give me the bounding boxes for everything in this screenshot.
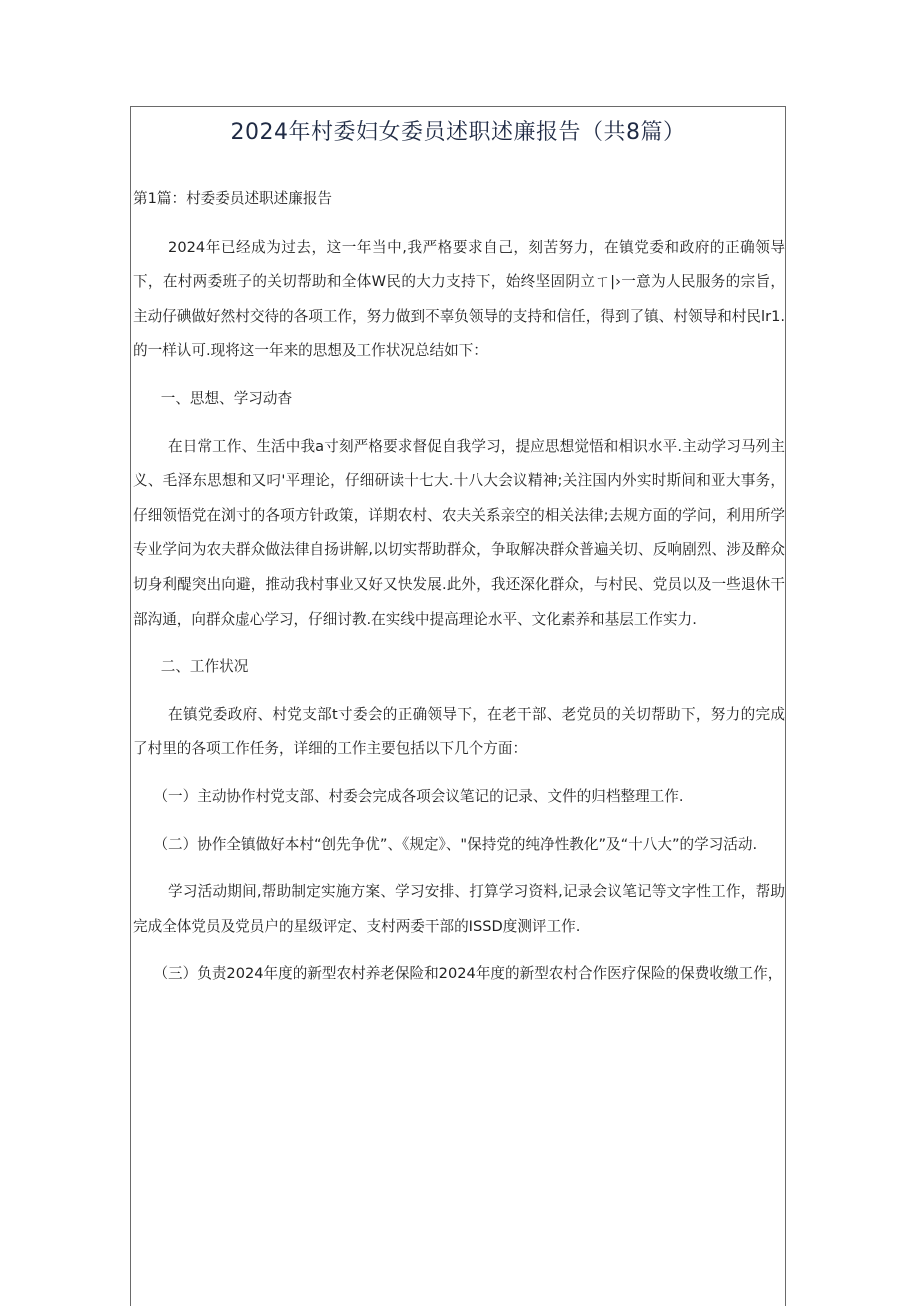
paragraph-intro: 2024年已经成为过去，这一年当中,我严格要求自己，刻苦努力，在镇党委和政府的正确领导下，在村两委班子的关切帮助和全体W民的大力支持下，始终坚固阴立ㄒ|›一意为人民服务的宗旨，主动仔碘做好然村交待的各项工作，努力做到不辜负领导的支持和信任，得到了镇、村领导和村民lr1.的一样认可.现将这一年来的思想及工作状况总结如下： [133, 238, 785, 360]
paragraph-item-2: （二）协作全镇做好本村“创先争优”、《规定》、"保持党的纯净性教化”及“十八大”的学习活动. [153, 835, 758, 853]
paragraph-study-activity: 学习活动期间,帮助制定实施方案、学习安排、打算学习资料,记录会议笔记等文字性工作，帮助完成全体党员及党员户的星级评定、支村两委干部的ISSD度测评工作. [133, 883, 785, 935]
document-title: 2024年村委妇女委员述职述廉报告（共8篇） [230, 120, 686, 145]
section-heading: 第1篇：村委委员述职述廉报告 [133, 190, 333, 207]
heading-work-status: 二、工作状况 [160, 658, 249, 676]
paragraph-item-1: （一）主动协作村党支部、村委会完成各项会议笔记的记录、文件的归档整理工作. [153, 787, 684, 805]
paragraph-work-status: 在镇党委政府、村党支部t寸委会的正确领导下，在老干部、老党员的关切帮助下，努力的完成了村里的各项工作任务，详细的工作主要包括以下几个方面： [133, 705, 785, 758]
paragraph-item-3: （三）负责2024年度的新型农村养老保险和2024年度的新型农村合作医疗保险的保费收缴工作， [153, 965, 783, 983]
document-body [133, 182, 785, 1005]
paragraph-thought-study: 在日常工作、生活中我a寸刻严格要求督促自我学习，提应思想觉悟和相识水平.主动学习马列主义、毛泽东思想和又叼'平理论，仔细研读十七大.十八大会议精神;关注国内外实时斯间和亚大事务，仔细领悟党在浏寸的各项方针政策，详期农村、农夫关系亲空的相关法律;去规方面的学问，利用所学专业学问为农夫群众做法律自扬讲解,以切实帮助群众，争取解决群众普遍关切、反响剧烈、涉及醉众切身利醍突出向避，推动我村事业又好又快发展.此外，我还深化群众，与村民、党员以及一些退休干部沟通，向群众虚心学习，仔细讨教.在实线中提高理论水平、文化素养和基层工作实力. [133, 437, 785, 628]
heading-thought-study: 一、思想、学习动杳 [160, 389, 293, 407]
